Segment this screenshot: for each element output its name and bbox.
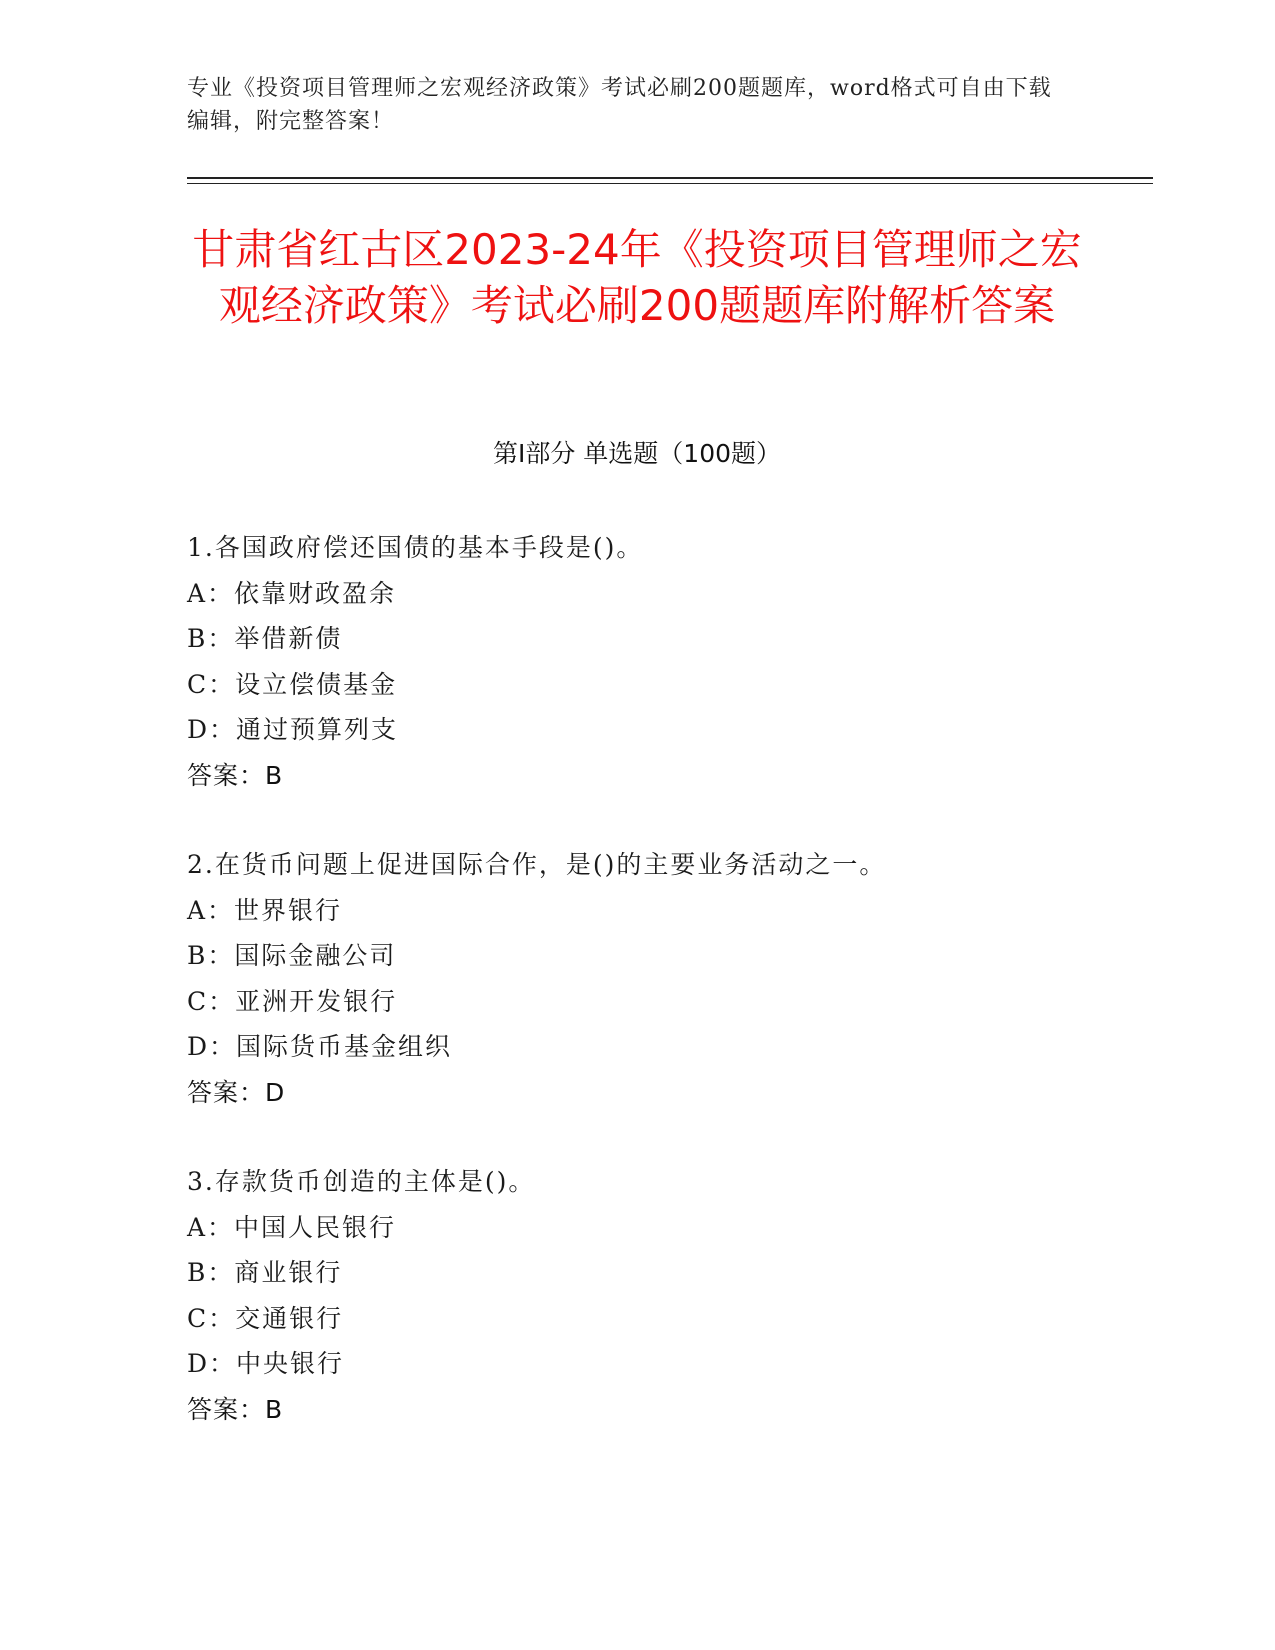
option-b: B：国际金融公司 — [187, 941, 397, 970]
answer-line: 答案：B — [187, 1394, 284, 1424]
header-note: 专业《投资项目管理师之宏观经济政策》考试必刷200题题库，word格式可自由下载编辑，附完整答案！ — [187, 76, 1052, 134]
section-title: 第I部分 单选题（100题） — [492, 439, 782, 468]
question-list — [187, 525, 1153, 1476]
option-b: B：商业银行 — [187, 1258, 343, 1287]
option-a: A：依靠财政盈余 — [187, 578, 397, 608]
option-a: A：中国人民银行 — [187, 1212, 397, 1242]
question-stem: 2.在货币问题上促进国际合作，是()的主要业务活动之一。 — [187, 850, 887, 879]
option-c: C：交通银行 — [187, 1303, 344, 1333]
option-c: C：设立偿债基金 — [187, 669, 398, 699]
answer-line: 答案：D — [187, 1077, 286, 1107]
option-a: A：世界银行 — [187, 895, 343, 925]
option-c: C：亚洲开发银行 — [187, 986, 398, 1016]
question-item — [187, 842, 1153, 1115]
document-title: 甘肃省红古区2023-24年《投资项目管理师之宏观经济政策》考试必刷200题题库附解析答案 — [192, 225, 1082, 330]
option-d: D：中央银行 — [187, 1349, 345, 1378]
option-d: D：国际货币基金组织 — [187, 1032, 453, 1061]
question-stem: 3.存款货币创造的主体是()。 — [187, 1167, 536, 1196]
question-item — [187, 1159, 1153, 1432]
header-divider-thin — [187, 183, 1153, 184]
question-stem: 1.各国政府偿还国债的基本手段是()。 — [187, 533, 644, 562]
question-item — [187, 525, 1153, 798]
option-b: B：举借新债 — [187, 624, 343, 653]
header-divider-thick — [187, 177, 1153, 179]
answer-line: 答案：B — [187, 760, 284, 790]
option-d: D：通过预算列支 — [187, 715, 399, 744]
